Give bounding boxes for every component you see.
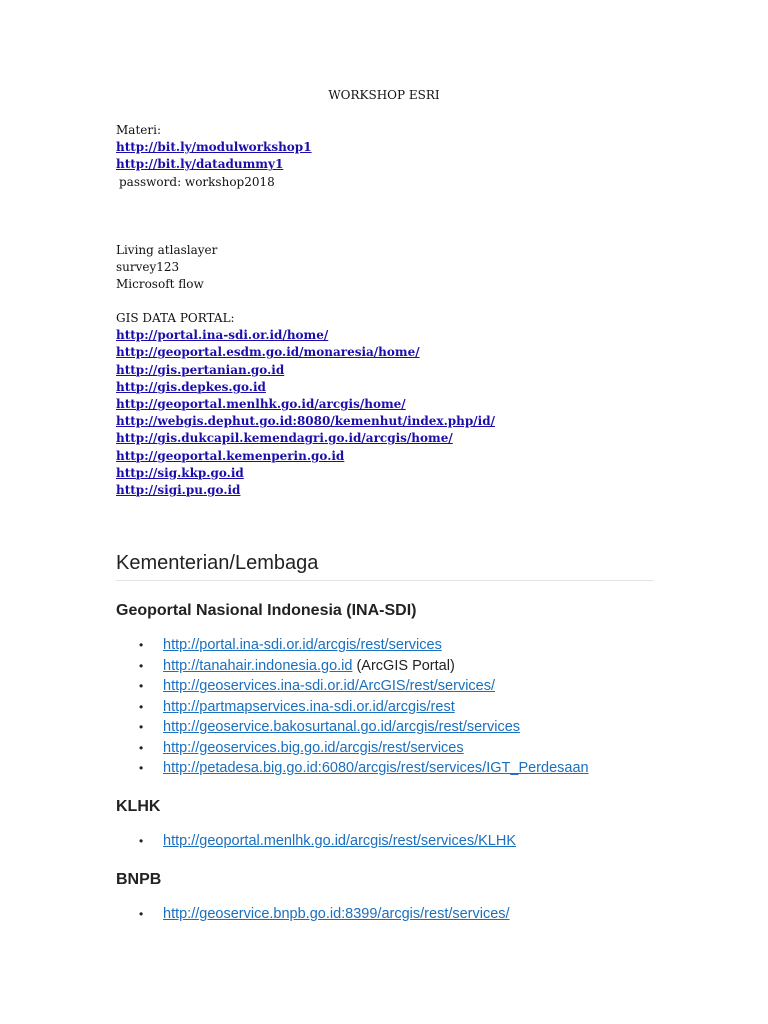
service-link[interactable]: http://geoservice.bakosurtanal.go.id/arcgis/rest/services <box>163 719 521 735</box>
ina-sdi-link-list <box>116 635 589 779</box>
list-item <box>116 676 589 697</box>
list-item <box>116 831 516 852</box>
portal-link[interactable]: http://portal.ina-sdi.or.id/home/ <box>116 328 329 343</box>
document-title: WORKSHOP ESRI <box>328 88 440 102</box>
bullet-icon: • <box>139 638 144 652</box>
list-item <box>116 697 589 718</box>
bnpb-link-list <box>116 904 510 925</box>
tool-item: survey123 <box>116 260 180 275</box>
section-divider <box>116 580 654 581</box>
group-heading-klhk: KLHK <box>116 798 161 815</box>
bullet-icon: • <box>139 720 144 734</box>
service-link[interactable]: http://geoportal.menlhk.go.id/arcgis/rest/services/KLHK <box>163 833 516 849</box>
materi-link-modul[interactable]: http://bit.ly/modulworkshop1 <box>116 140 312 155</box>
portal-link[interactable]: http://sig.kkp.go.id <box>116 465 244 480</box>
portal-link[interactable]: http://geoportal.menlhk.go.id/arcgis/home/ <box>116 396 406 411</box>
portal-link[interactable]: http://geoportal.esdm.go.id/monaresia/home/ <box>116 345 420 360</box>
bullet-icon: • <box>139 658 144 673</box>
portal-link[interactable]: http://gis.dukcapil.kemendagri.go.id/arcgis/home/ <box>116 431 453 446</box>
bullet-icon: • <box>139 679 144 693</box>
service-link[interactable]: http://geoservice.bnpb.go.id:8399/arcgis/rest/services/ <box>163 906 510 922</box>
list-item <box>116 738 589 759</box>
section-heading: Kementerian/Lembaga <box>116 552 319 574</box>
service-link[interactable]: http://partmapservices.ina-sdi.or.id/arcgis/rest <box>163 698 455 715</box>
group-heading-ina-sdi: Geoportal Nasional Indonesia (INA-SDI) <box>116 602 417 619</box>
gis-portal-label: GIS DATA PORTAL: <box>116 311 235 325</box>
portal-link[interactable]: http://geoportal.kemenperin.go.id <box>116 448 345 463</box>
materi-link-data[interactable]: http://bit.ly/datadummy1 <box>116 157 284 172</box>
bullet-icon: • <box>139 761 144 775</box>
service-link[interactable]: http://geoservices.ina-sdi.or.id/ArcGIS/rest/services/ <box>163 678 496 694</box>
portal-link[interactable]: http://gis.pertanian.go.id <box>116 362 285 377</box>
portal-link[interactable]: http://webgis.dephut.go.id:8080/kemenhut/index.php/id/ <box>116 414 495 429</box>
tool-item: Living atlaslayer <box>116 243 218 257</box>
gis-portal-block <box>116 310 495 499</box>
link-note: (ArcGIS Portal) <box>352 657 455 674</box>
bullet-icon: • <box>139 907 144 921</box>
service-link[interactable]: http://tanahair.indonesia.go.id <box>163 657 353 674</box>
tools-block <box>116 242 217 294</box>
tool-item: Microsoft flow <box>116 277 204 292</box>
list-item <box>116 656 589 677</box>
portal-link[interactable]: http://gis.depkes.go.id <box>116 379 266 394</box>
service-link[interactable]: http://geoservices.big.go.id/arcgis/rest/services <box>163 739 464 756</box>
password-text: password: workshop2018 <box>119 174 275 189</box>
list-item <box>116 635 589 656</box>
list-item <box>116 904 510 925</box>
service-link[interactable]: http://petadesa.big.go.id:6080/arcgis/rest/services/IGT_Perdesaan <box>163 760 589 776</box>
bullet-icon: • <box>139 834 144 848</box>
group-heading-bnpb: BNPB <box>116 871 162 888</box>
bullet-icon: • <box>139 699 144 714</box>
service-link[interactable]: http://portal.ina-sdi.or.id/arcgis/rest/services <box>163 637 442 653</box>
materi-block <box>116 122 312 191</box>
list-item <box>116 717 589 738</box>
bullet-icon: • <box>139 740 144 755</box>
klhk-link-list <box>116 831 516 852</box>
list-item <box>116 758 589 779</box>
materi-label: Materi: <box>116 123 161 137</box>
portal-link[interactable]: http://sigi.pu.go.id <box>116 482 241 497</box>
